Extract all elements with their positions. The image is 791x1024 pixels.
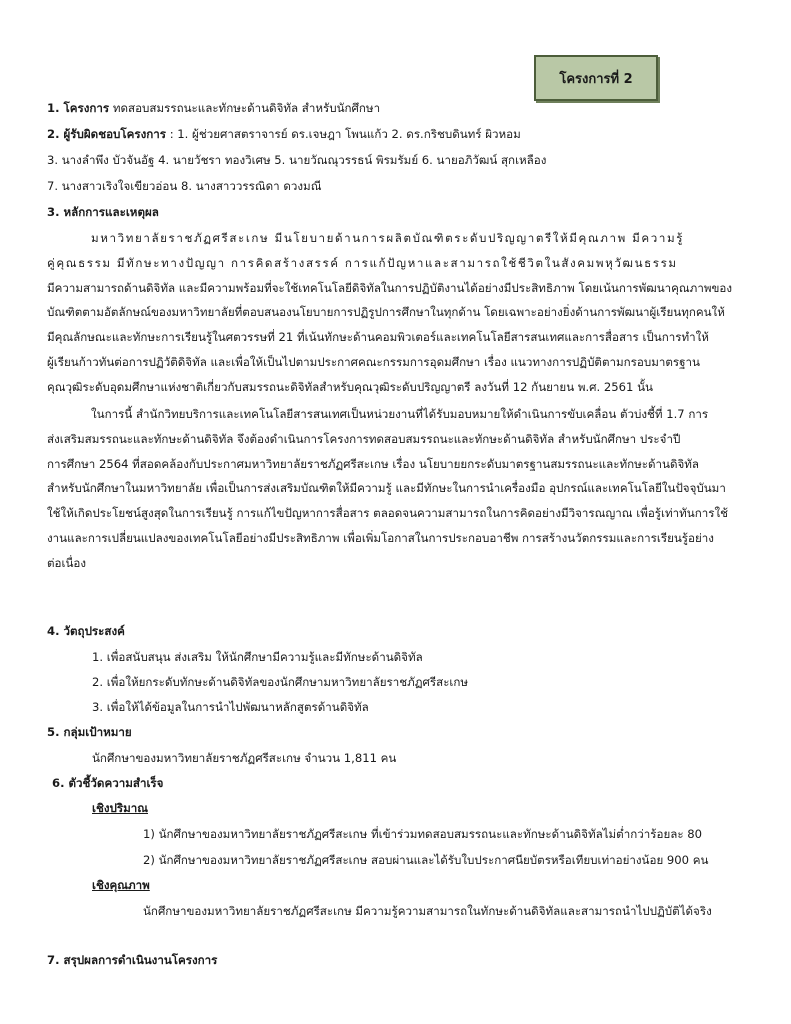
- section-4-heading: 4. วัตถุประสงค์: [47, 624, 125, 638]
- rationale-p2-line: งานและการเปลี่ยนแปลงของเทคโนโลยีอย่างมีประสิทธิภาพ เพื่อเพิ่มโอกาสในการประกอบอาชีพ การสร้างนวัตกรรมและการเรียนรู้อย่าง: [47, 530, 714, 545]
- rationale-p1-line: คู่คุณธรรม มีทักษะทางปัญญา การคิดสร้างสรรค์ การแก้ปัญหาและสามารถใช้ชีวิตในสังคมพหุวัฒนธรรม: [47, 255, 678, 270]
- rationale-paragraph-2: [47, 402, 747, 576]
- project-number-badge: [534, 55, 658, 101]
- objective-item: 1. เพื่อสนับสนุน ส่งเสริม ให้นักศึกษามีความรู้และมีทักษะด้านดิจิทัล: [92, 650, 423, 664]
- quantitative-label: เชิงปริมาณ: [92, 801, 148, 815]
- section-2-heading: 2. ผู้รับผิดชอบโครงการ: [47, 127, 167, 141]
- rationale-p2-line: ส่งเสริมสมรรถนะและทักษะด้านดิจิทัล จึงต้องดำเนินการโครงการทดสอบสมรรถนะและทักษะด้านดิจิทัล สำหรับนักศึกษา ประจำปี: [47, 431, 681, 446]
- responsible-line-2: 3. นางลำพึง บัวจันอัฐ 4. นายวัชรา ทองวิเศษ 5. นายวัณณุวรรธน์ พิรมรัมย์ 6. นายอภิวัฒน์ สุกเหลือง: [47, 153, 547, 167]
- rationale-p2-line: ใช้ให้เกิดประโยชน์สูงสุดในการเรียนรู้ การแก้ไขปัญหาการสื่อสาร ตลอดจนความสามารถในการคิดอย่างมีวิจารณญาณ เพื่อรู้เท่าทันการใช้: [47, 506, 729, 521]
- rationale-p1-line: ผู้เรียนก้าวทันต่อการปฏิวัติดิจิทัล และเพื่อให้เป็นไปตามประกาศคณะกรรมการอุดมศึกษา เรื่อง แนวทางการปฏิบัติตามกรอบมาตรฐาน: [47, 354, 700, 369]
- section-6-heading: 6. ตัวชี้วัดความสำเร็จ: [52, 776, 164, 790]
- objective-item: 3. เพื่อให้ได้ข้อมูลในการนำไปพัฒนาหลักสูตรด้านดิจิทัล: [92, 700, 369, 714]
- target-group-text: นักศึกษาของมหาวิทยาลัยราชภัฏศรีสะเกษ จำนวน 1,811 คน: [92, 751, 397, 765]
- qualitative-text: นักศึกษาของมหาวิทยาลัยราชภัฏศรีสะเกษ มีความรู้ความสามารถในทักษะด้านดิจิทัลและสามารถนำไปปฏิบัติได้จริง: [143, 904, 712, 918]
- objective-item: 2. เพื่อให้ยกระดับทักษะด้านดิจิทัลของนักศึกษามหาวิทยาลัยราชภัฏศรีสะเกษ: [92, 675, 469, 689]
- responsible-line-3: 7. นางสาวเริงใจเขียวอ่อน 8. นางสาววรรณิดา ดวงมณี: [47, 179, 322, 193]
- quantitative-item: 1) นักศึกษาของมหาวิทยาลัยราชภัฏศรีสะเกษ ที่เข้าร่วมทดสอบสมรรถนะและทักษะด้านดิจิทัลไม่ต่ำกว่าร้อยละ 80: [143, 827, 703, 841]
- project-number-label: โครงการที่ 2: [559, 71, 633, 87]
- section-7-heading: 7. สรุปผลการดำเนินงานโครงการ: [47, 953, 218, 967]
- rationale-paragraph-1: [47, 226, 747, 400]
- rationale-p2-line: สำหรับนักศึกษาในมหาวิทยาลัย เพื่อเป็นการส่งเสริมบัณฑิตให้มีความรู้ และมีทักษะในการนำเครื่องมือ อุปกรณ์และเทคโนโลยีในปัจจุบันมา: [47, 481, 726, 496]
- rationale-p1-line: มหาวิทยาลัยราชภัฏศรีสะเกษ มีนโยบายด้านการผลิตบัณฑิตระดับปริญญาตรีให้มีคุณภาพ มีความรู้: [91, 231, 685, 245]
- section-1-heading: 1. โครงการ: [47, 101, 110, 115]
- rationale-p1-line: บัณฑิตตามอัตลักษณ์ของมหาวิทยาลัยที่ตอบสนองนโยบายการปฏิรูปการศึกษาในทุกด้าน โดยเฉพาะอย่างยิ่งด้านการพัฒนาผู้เรียนทุกคนให้: [47, 305, 725, 320]
- section-3-heading: 3. หลักการและเหตุผล: [47, 205, 159, 219]
- responsible-line-1: : 1. ผู้ช่วยศาสตราจารย์ ดร.เจษฎา โพนแก้ว 2. ดร.กริชบดินทร์ ผิวหอม: [166, 127, 521, 141]
- qualitative-label: เชิงคุณภาพ: [92, 878, 150, 892]
- rationale-p1-line: คุณวุฒิระดับอุดมศึกษาแห่งชาติเกี่ยวกับสมรรถนะดิจิทัลสำหรับคุณวุฒิระดับปริญญาตรี ลงวันที่ 12 กันยายน พ.ศ. 2561 นั้น: [47, 379, 653, 394]
- rationale-p2-line: ในการนี้ สำนักวิทยบริการและเทคโนโลยีสารสนเทศเป็นหน่วยงานที่ได้รับมอบหมายให้ดำเนินการขับเคลื่อน ตัวบ่งชี้ที่ 1.7 การ: [91, 407, 709, 421]
- rationale-p2-line: ต่อเนื่อง: [47, 555, 87, 570]
- rationale-p1-line: มีความสามารถด้านดิจิทัล และมีความพร้อมที่จะใช้เทคโนโลยีดิจิทัลในการปฏิบัติงานได้อย่างมีประสิทธิภาพ โดยเน้นการพัฒนาคุณภาพของ: [47, 280, 733, 295]
- quantitative-item: 2) นักศึกษาของมหาวิทยาลัยราชภัฏศรีสะเกษ สอบผ่านและได้รับใบประกาศนียบัตรหรือเทียบเท่าอย่างน้อย 900 คน: [143, 853, 709, 867]
- rationale-p1-line: มีคุณลักษณะและทักษะการเรียนรู้ในศตวรรษที่ 21 ที่เน้นทักษะด้านคอมพิวเตอร์และเทคโนโลยีสารสนเทศและการสื่อสาร เป็นการทำให้: [47, 330, 709, 345]
- section-5-heading: 5. กลุ่มเป้าหมาย: [47, 725, 132, 739]
- rationale-p2-line: การศึกษา 2564 ที่สอดคล้องกับประกาศมหาวิทยาลัยราชภัฏศรีสะเกษ เรื่อง นโยบายยกระดับมาตรฐานสมรรถนะและทักษะด้านดิจิทัล: [47, 456, 700, 471]
- section-2: [47, 127, 521, 142]
- section-1: [47, 101, 380, 116]
- project-name: ทดสอบสมรรถนะและทักษะด้านดิจิทัล สำหรับนักศึกษา: [109, 101, 381, 115]
